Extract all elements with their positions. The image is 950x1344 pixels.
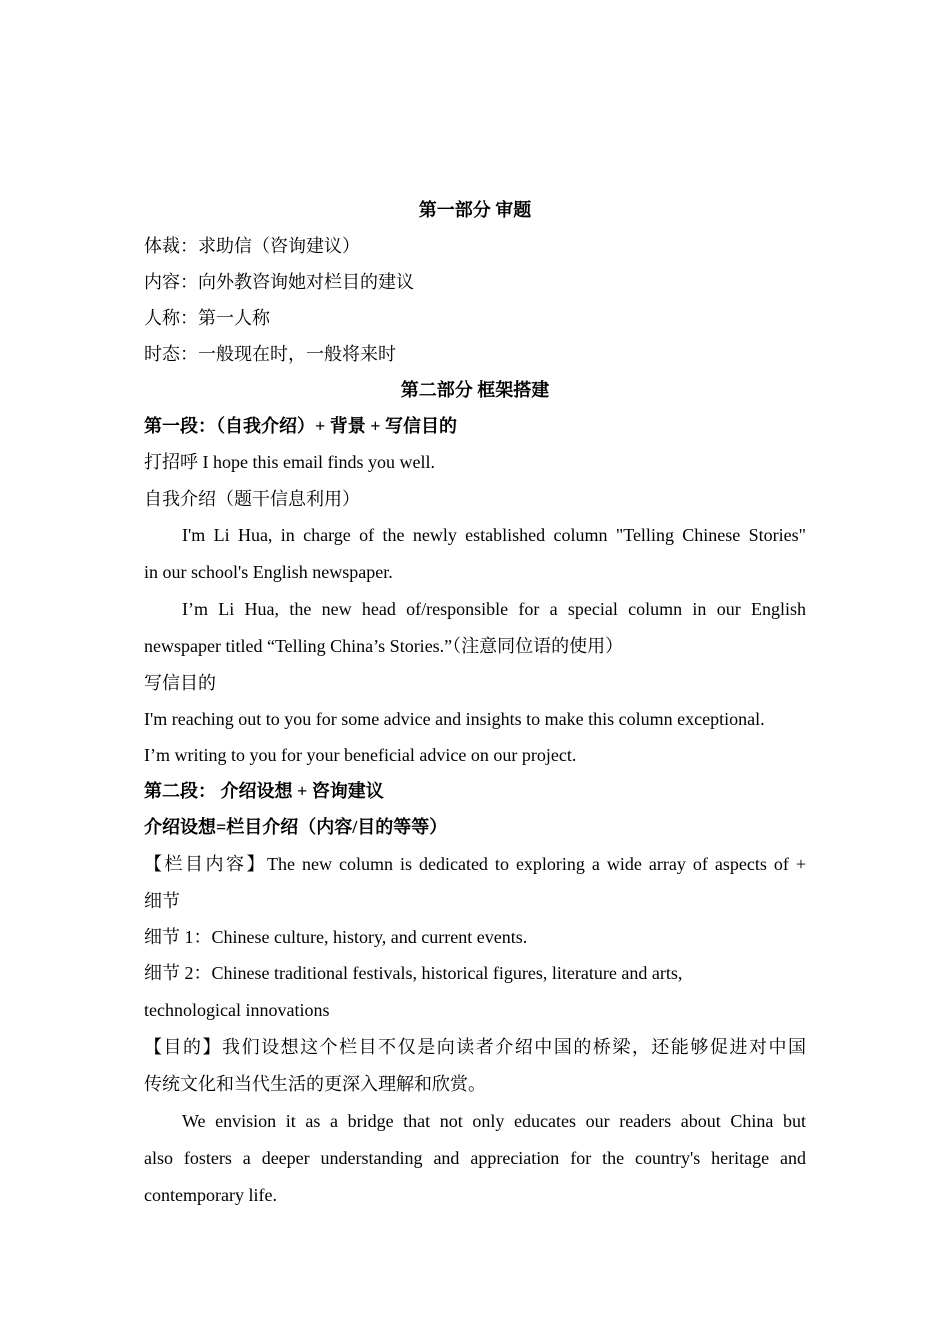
greeting-line: 打招呼 I hope this email finds you well. <box>144 452 435 472</box>
content-example-line2: 细节 <box>144 891 180 911</box>
detail2-line2: technological innovations <box>144 1000 330 1020</box>
intro-label: 自我介绍（题干信息利用） <box>144 489 360 509</box>
person-line: 人称：第一人称 <box>144 308 270 328</box>
intro-example1-line1: I'm Li Hua, in charge of the newly established column "Telling Chinese Stories" <box>182 525 806 545</box>
translation-line1: We envision it as a bridge that not only educates our readers about China but <box>182 1111 806 1131</box>
intro-example1-line2: in our school's English newspaper. <box>144 562 393 582</box>
purpose-example1: I'm reaching out to you for some advice and insights to make this column exceptional. <box>144 709 765 729</box>
content-example-line1: 【栏目内容】The new column is dedicated to exploring a wide array of aspects of + <box>144 854 806 874</box>
para1-heading: 第一段：（自我介绍）+ 背景 + 写信目的 <box>144 416 458 436</box>
purpose-cn-line1: 【目的】我们设想这个栏目不仅是向读者介绍中国的桥梁，还能够促进对中国 <box>144 1037 806 1057</box>
para2-subheading: 介绍设想=栏目介绍（内容/目的等等） <box>144 817 448 837</box>
translation-line2: also fosters a deeper understanding and appreciation for the country's heritage and <box>144 1148 806 1168</box>
intro-example2-line2: newspaper titled “Telling China’s Stories.”（注意同位语的使用） <box>144 636 624 656</box>
content-line: 内容：向外教咨询她对栏目的建议 <box>144 272 414 292</box>
genre-line: 体裁：求助信（咨询建议） <box>144 236 360 256</box>
part2-title: 第二部分 框架搭建 <box>400 380 550 400</box>
intro-example2-line1: I’m Li Hua, the new head of/responsible for a special column in our English <box>182 599 806 619</box>
translation-line3: contemporary life. <box>144 1185 277 1205</box>
para2-heading: 第二段： 介绍设想 + 咨询建议 <box>144 781 384 801</box>
document-page <box>144 196 806 1217</box>
purpose-label: 写信目的 <box>144 673 216 693</box>
purpose-example2: I’m writing to you for your beneficial advice on our project. <box>144 745 577 765</box>
tense-line: 时态：一般现在时，一般将来时 <box>144 344 396 364</box>
purpose-cn-line2: 传统文化和当代生活的更深入理解和欣赏。 <box>144 1074 486 1094</box>
part1-title: 第一部分 审题 <box>418 200 532 220</box>
detail1-line: 细节 1：Chinese culture, history, and current events. <box>144 927 528 947</box>
detail2-line1: 细节 2：Chinese traditional festivals, historical figures, literature and arts, <box>144 963 683 983</box>
